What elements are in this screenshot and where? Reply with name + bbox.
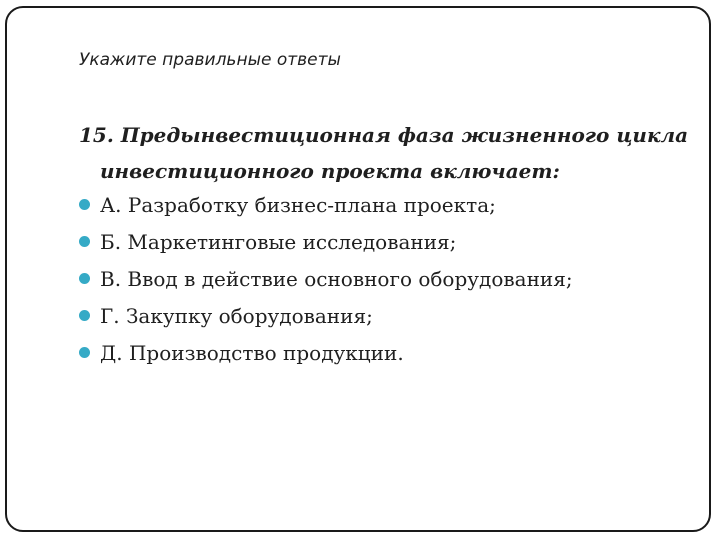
question-text: 15. Предынвестиционная фаза жизненного цикла инвестиционного проекта включает: (79, 123, 689, 183)
bullet-dot-icon (79, 199, 90, 210)
answer-label: А. Разработку бизнес-плана проекта; (100, 192, 496, 217)
answer-item-g (79, 297, 573, 334)
bullet-dot-icon (79, 310, 90, 321)
answer-label: Б. Маркетинговые исследования; (100, 229, 457, 254)
answer-item-b (79, 223, 573, 260)
answer-label: В. Ввод в действие основного оборудования; (100, 266, 573, 291)
answer-label: Г. Закупку оборудования; (100, 303, 373, 328)
bullet-dot-icon (79, 236, 90, 247)
bullet-dot-icon (79, 347, 90, 358)
bullet-dot-icon (79, 273, 90, 284)
slide-title: Укажите правильные ответы (79, 50, 341, 70)
answer-item-v (79, 260, 573, 297)
answer-list (79, 186, 573, 371)
answer-item-d (79, 334, 573, 371)
answer-label: Д. Производство продукции. (100, 340, 404, 365)
answer-item-a (79, 186, 573, 223)
